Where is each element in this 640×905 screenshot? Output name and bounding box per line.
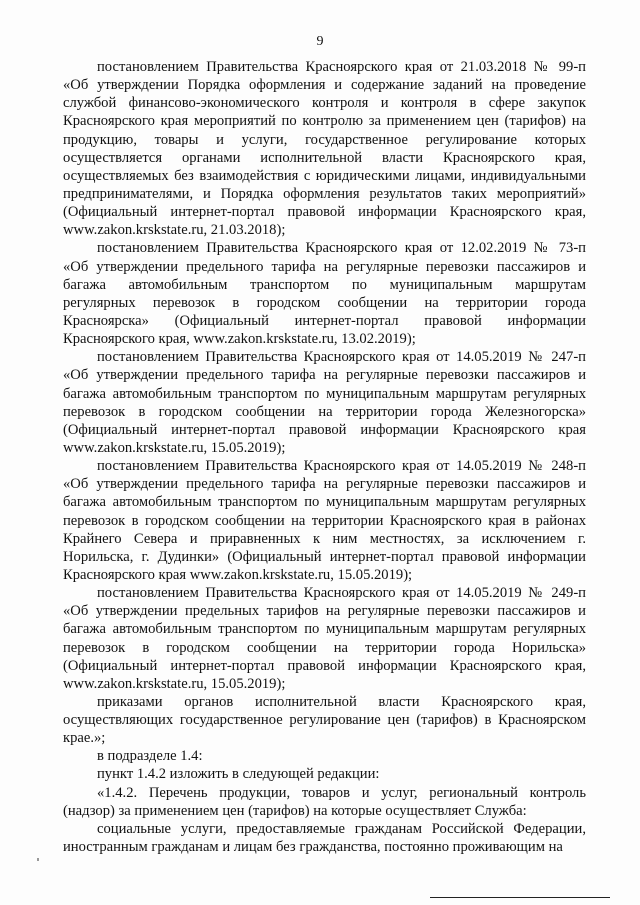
text-line: продукцию, товары и услуги, государственное регулирование которых <box>63 131 586 148</box>
text-line: перевозок в городском сообщении на территории города Норильска» <box>63 639 586 656</box>
text-line: крае.»; <box>63 730 106 747</box>
text-line: пункт 1.4.2 изложить в следующей редакции: <box>97 766 380 783</box>
text-line: службой финансово-экономического контроля и контроля в сфере закупок <box>63 95 586 112</box>
text-line: в подразделе 1.4: <box>97 748 203 765</box>
text-line: приказами органов исполнительной власти Красноярского края, <box>97 693 586 710</box>
text-line: Крайнего Севера и приравненных к ним местностях, за исключением г. <box>63 530 586 547</box>
text-line: осуществляемых без взаимодействия с юридическими лицами, индивидуальными <box>63 167 586 184</box>
document-body <box>63 58 586 856</box>
text-line: (Официальный интернет-портал правовой информации Красноярского края <box>63 421 586 438</box>
text-line: (Официальный интернет-портал правовой информации Красноярского края, <box>63 204 586 221</box>
text-line: осуществляется органами исполнительной власти Красноярского края, <box>63 149 586 166</box>
text-line: перевозок в городском сообщении на территории Красноярского края в районах <box>63 512 586 529</box>
bottom-rule <box>430 897 610 898</box>
text-line: предпринимателями, и Порядка оформления результатов таких мероприятий» <box>63 185 586 202</box>
text-line: постановлением Правительства Красноярского края от 21.03.2018 № 99-п <box>97 59 586 75</box>
text-line: «Об утверждении предельного тарифа на регулярные перевозки пассажиров и <box>63 367 586 384</box>
text-line: постановлением Правительства Красноярского края от 14.05.2019 № 247-п <box>97 349 586 366</box>
text-line: www.zakon.krskstate.ru, 15.05.2019); <box>63 439 286 456</box>
text-line: «Об утверждении предельного тарифа на регулярные перевозки пассажиров и <box>63 476 586 493</box>
text-line: багажа автомобильным транспортом по муниципальным маршрутам регулярных <box>63 621 586 638</box>
text-line: перевозок в городском сообщении на территории города Железногорска» <box>63 403 586 420</box>
text-line: постановлением Правительства Красноярского края от 14.05.2019 № 248-п <box>97 458 586 475</box>
text-line: Норильска, г. Дудинки» (Официальный интернет-портал правовой информации <box>63 548 586 565</box>
text-line: «Об утверждении предельного тарифа на регулярные перевозки пассажиров и <box>63 258 586 275</box>
text-line: багажа автомобильным транспортом по муниципальным маршрутам регулярных <box>63 494 586 511</box>
text-line: постановлением Правительства Красноярского края от 12.02.2019 № 73-п <box>97 240 586 257</box>
text-line: Красноярского края мероприятий по контролю за применением цен (тарифов) на <box>63 113 586 130</box>
text-line: (Официальный интернет-портал правовой информации Красноярского края, <box>63 657 586 674</box>
text-line: регулярных перевозок в городском сообщении на территории города <box>63 294 586 311</box>
text-line: (надзор) за применением цен (тарифов) на которые осуществляет Служба: <box>63 802 527 819</box>
page-number: 9 <box>316 34 324 49</box>
text-line: «Об утверждении предельных тарифов на регулярные перевозки пассажиров и <box>63 603 586 620</box>
text-line: Красноярского края, www.zakon.krskstate.ru, 13.02.2019); <box>63 331 416 348</box>
text-line: осуществляющих государственное регулирование цен (тарифов) в Красноярском <box>63 712 586 729</box>
text-line: www.zakon.krskstate.ru, 15.05.2019); <box>63 675 286 692</box>
text-line: www.zakon.krskstate.ru, 21.03.2018); <box>63 222 286 239</box>
scan-speck <box>37 858 39 861</box>
text-line: постановлением Правительства Красноярского края от 14.05.2019 № 249-п <box>97 585 586 602</box>
text-line: «1.4.2. Перечень продукции, товаров и услуг, региональный контроль <box>97 784 586 801</box>
text-line: социальные услуги, предоставляемые гражданам Российской Федерации, <box>97 820 586 837</box>
text-line: Красноярского края www.zakon.krskstate.ru, 15.05.2019); <box>63 566 413 583</box>
text-line: багажа автомобильным транспортом по муниципальным маршрутам регулярных <box>63 385 586 402</box>
text-line: Красноярска» (Официальный интернет-портал правовой информации <box>63 312 586 329</box>
text-line: иностранным гражданам и лицам без гражданства, постоянно проживающим на <box>63 839 563 856</box>
text-line: «Об утверждении Порядка оформления и содержание заданий на проведение <box>63 77 586 94</box>
text-line: багажа автомобильным транспортом по муниципальным маршрутам <box>63 276 586 293</box>
